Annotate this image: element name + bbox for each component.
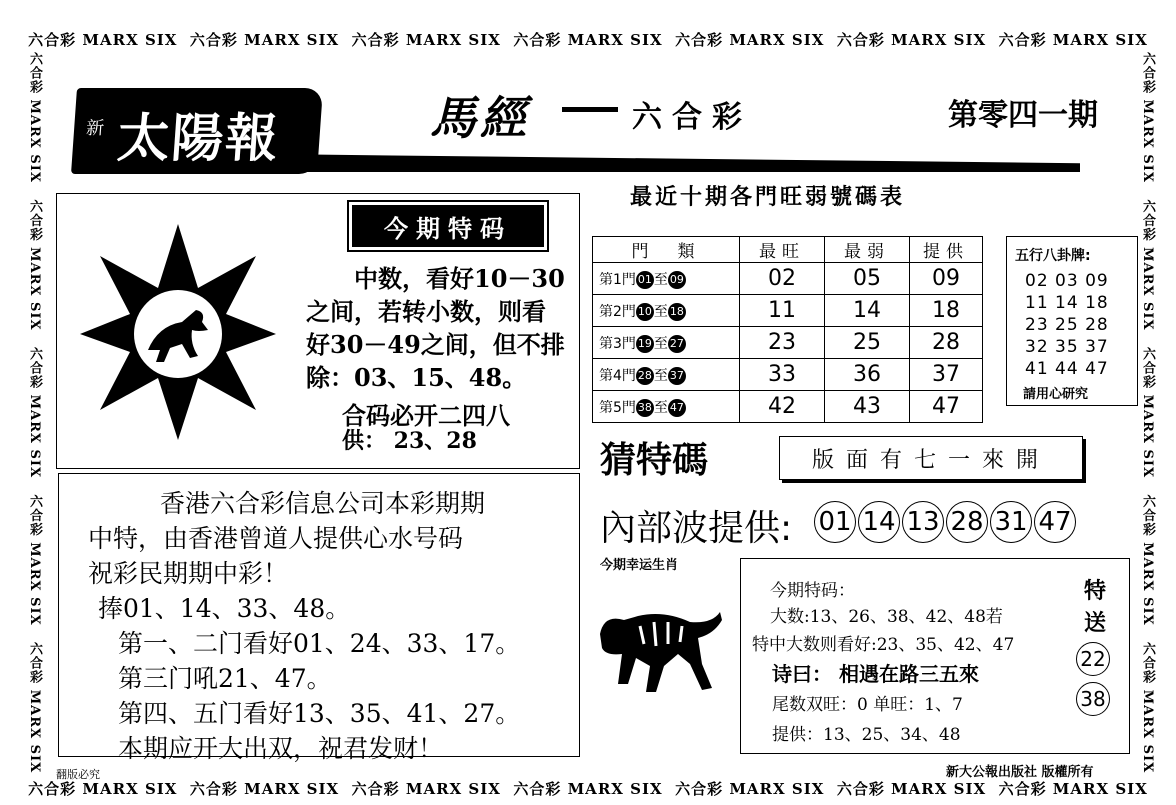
right-banner — [1141, 52, 1154, 772]
text-line: 第一、二门看好01、24、33、17。 — [118, 629, 521, 658]
text-line: 中数，看好10－30 — [354, 264, 565, 293]
masthead-name: 太陽報 — [115, 108, 282, 169]
range-end: 27 — [668, 335, 686, 353]
left-banner — [28, 52, 41, 772]
wuxing-title: 五行八卦牌: — [1015, 248, 1091, 264]
tip-cell: 28 — [910, 327, 983, 359]
wuxing-row: 11 14 18 — [1025, 293, 1109, 313]
copyright-left: 翻版必究 — [56, 768, 100, 781]
side-text: 六合彩 MARX SIX — [27, 347, 42, 479]
to-word: 至 — [653, 335, 668, 352]
banner-text: 六合彩 MARX SIX — [189, 779, 340, 798]
range-start: 10 — [636, 303, 654, 321]
banner-text: 六合彩 MARX SIX — [189, 30, 340, 49]
side-text: 六合彩 MARX SIX — [27, 52, 42, 183]
hot-cell: 33 — [740, 359, 825, 391]
to-word: 至 — [653, 303, 668, 320]
cold-cell: 36 — [825, 359, 910, 391]
cold-cell: 43 — [825, 391, 910, 423]
table-header-row — [593, 237, 983, 263]
wave-number: 13 — [902, 501, 944, 543]
text-line: 第四、五门看好13、35、41、27。 — [118, 699, 521, 728]
tip-cell: 37 — [910, 359, 983, 391]
cold-cell: 05 — [825, 263, 910, 295]
supply-line: 供： 23、28 — [342, 428, 477, 454]
tiger-icon — [600, 612, 722, 692]
banner-text: 六合彩 MARX SIX — [351, 779, 501, 798]
tips-text — [88, 486, 568, 766]
wave-number: 28 — [946, 501, 988, 543]
banner-text: 六合彩 MARX SIX — [998, 30, 1148, 49]
tip-cell: 18 — [910, 295, 983, 327]
side-text: 六合彩 MARX SIX — [1140, 199, 1155, 331]
wuxing-note: 請用心研究 — [1023, 387, 1089, 402]
special-number: 38 — [1076, 682, 1110, 716]
table-title: 最近十期各門旺弱號碼表 — [630, 184, 906, 210]
title-dash — [562, 107, 618, 112]
text-line: 捧01、14、33、48。 — [98, 594, 351, 623]
gate-cell — [593, 327, 740, 359]
to-word: 至 — [653, 271, 668, 288]
lucky-zodiac-label: 今期幸运生肖 — [600, 558, 679, 573]
side-text: 六合彩 MARX SIX — [1140, 494, 1155, 626]
side-text: 六合彩 MARX SIX — [1140, 347, 1155, 479]
cold-cell: 14 — [825, 295, 910, 327]
wave-number: 31 — [990, 501, 1032, 543]
forecast-line: 提供：13、25、34、48 — [772, 725, 961, 745]
top-banner — [0, 26, 1176, 52]
table-row — [593, 359, 983, 391]
text-line: 祝彩民期期中彩！ — [88, 559, 289, 588]
table-row — [593, 295, 983, 327]
range-end: 37 — [668, 367, 686, 385]
forecast-line: 今期特码： — [770, 581, 855, 601]
banner-text: 六合彩 MARX SIX — [836, 779, 987, 798]
banner-text: 六合彩 MARX SIX — [675, 30, 825, 49]
wuxing-row: 32 35 37 — [1025, 337, 1109, 357]
column-header: 最弱 — [825, 237, 910, 263]
range-start: 28 — [636, 367, 654, 385]
combo-line: 合码必开二四八 — [342, 401, 510, 430]
range-start: 38 — [636, 399, 654, 417]
to-word: 至 — [653, 399, 668, 416]
gate-label: 第3門 — [599, 335, 636, 352]
banner-text: 六合彩 MARX SIX — [513, 30, 663, 49]
banner-text: 六合彩 MARX SIX — [351, 30, 501, 49]
gift-mark: 送 — [1084, 610, 1107, 636]
range-end: 18 — [668, 303, 686, 321]
banner-text: 六合彩 MARX SIX — [28, 30, 178, 49]
table-row — [593, 327, 983, 359]
text-line: 香港六合彩信息公司本彩期期 — [160, 489, 486, 518]
gate-cell — [593, 263, 740, 295]
range-start: 01 — [636, 271, 654, 289]
special-code-label: 今期特码 — [352, 205, 544, 247]
side-text: 六合彩 MARX SIX — [1140, 642, 1155, 774]
hot-cell: 02 — [740, 263, 825, 295]
guess-label: 猜特碼 — [600, 440, 709, 481]
wuxing-panel — [1006, 236, 1138, 406]
gate-cell — [593, 295, 740, 327]
side-text: 六合彩 MARX SIX — [27, 642, 42, 774]
text-line: 之间，若转小数，则看 — [306, 297, 546, 326]
forecast-line: 大数:13、26、38、42、48若 — [770, 607, 1003, 627]
range-end: 09 — [668, 271, 686, 289]
gate-cell — [593, 359, 740, 391]
wuxing-row: 02 03 09 — [1025, 271, 1109, 291]
banner-text: 六合彩 MARX SIX — [998, 779, 1148, 798]
wave-label: 內部波提供: — [600, 508, 793, 549]
text-line: 好30－49之间，但不排 — [306, 330, 565, 359]
wave-number: 01 — [814, 501, 856, 543]
text-line: 第三门吼21、47。 — [118, 664, 332, 693]
page-subtitle: 六合彩 — [632, 100, 752, 135]
range-end: 47 — [668, 399, 686, 417]
special-code-text — [306, 262, 576, 394]
masthead-small: 新 — [85, 118, 105, 139]
publisher: 新大公報出版社 版權所有 — [946, 765, 1094, 780]
gate-cell — [593, 391, 740, 423]
to-word: 至 — [653, 367, 668, 384]
banner-text: 六合彩 MARX SIX — [513, 779, 663, 798]
wuxing-row: 23 25 28 — [1025, 315, 1109, 335]
text-line: 除：03、15、48。 — [306, 363, 527, 392]
wuxing-row: 41 44 47 — [1025, 359, 1109, 379]
tip-cell: 09 — [910, 263, 983, 295]
masthead-logo — [71, 88, 323, 174]
hot-cell: 23 — [740, 327, 825, 359]
column-header: 提供 — [910, 237, 983, 263]
text-line: 本期应开大出双，祝君发财！ — [118, 734, 444, 763]
table-row — [593, 263, 983, 295]
masthead-stripe — [300, 150, 1080, 172]
text-line: 中特，由香港曾道人提供心水号码 — [88, 524, 464, 553]
gate-label: 第1門 — [599, 271, 636, 288]
hot-cell: 42 — [740, 391, 825, 423]
gate-label: 第4門 — [599, 367, 636, 384]
special-mark: 特 — [1084, 578, 1107, 604]
banner-text: 六合彩 MARX SIX — [28, 779, 178, 798]
page-title: 馬經 — [430, 91, 530, 145]
range-start: 19 — [636, 335, 654, 353]
cold-cell: 25 — [825, 327, 910, 359]
side-text: 六合彩 MARX SIX — [27, 494, 42, 626]
gate-table — [592, 236, 983, 423]
tiger-image — [594, 604, 724, 696]
column-header: 最旺 — [740, 237, 825, 263]
star-emblem — [78, 222, 278, 442]
gate-label: 第2門 — [599, 303, 636, 320]
side-text: 六合彩 MARX SIX — [27, 199, 42, 331]
hot-cell: 11 — [740, 295, 825, 327]
gate-label: 第5門 — [599, 399, 636, 416]
banner-text: 六合彩 MARX SIX — [675, 779, 825, 798]
banner-text: 六合彩 MARX SIX — [836, 30, 987, 49]
tip-cell: 47 — [910, 391, 983, 423]
guess-hint: 版面有七一來開 — [779, 436, 1083, 480]
side-text: 六合彩 MARX SIX — [1140, 52, 1155, 183]
forecast-line: 尾数双旺：0 单旺：1、7 — [772, 695, 963, 715]
special-number: 22 — [1076, 642, 1110, 676]
wave-number: 47 — [1034, 501, 1076, 543]
forecast-line: 特中大数则看好:23、35、42、47 — [752, 635, 1015, 655]
issue-number: 第零四一期 — [948, 98, 1098, 133]
table-row — [593, 391, 983, 423]
column-header: 門 類 — [593, 237, 740, 263]
poem-line: 诗曰： 相遇在路三五來 — [772, 662, 979, 686]
wave-number: 14 — [858, 501, 900, 543]
